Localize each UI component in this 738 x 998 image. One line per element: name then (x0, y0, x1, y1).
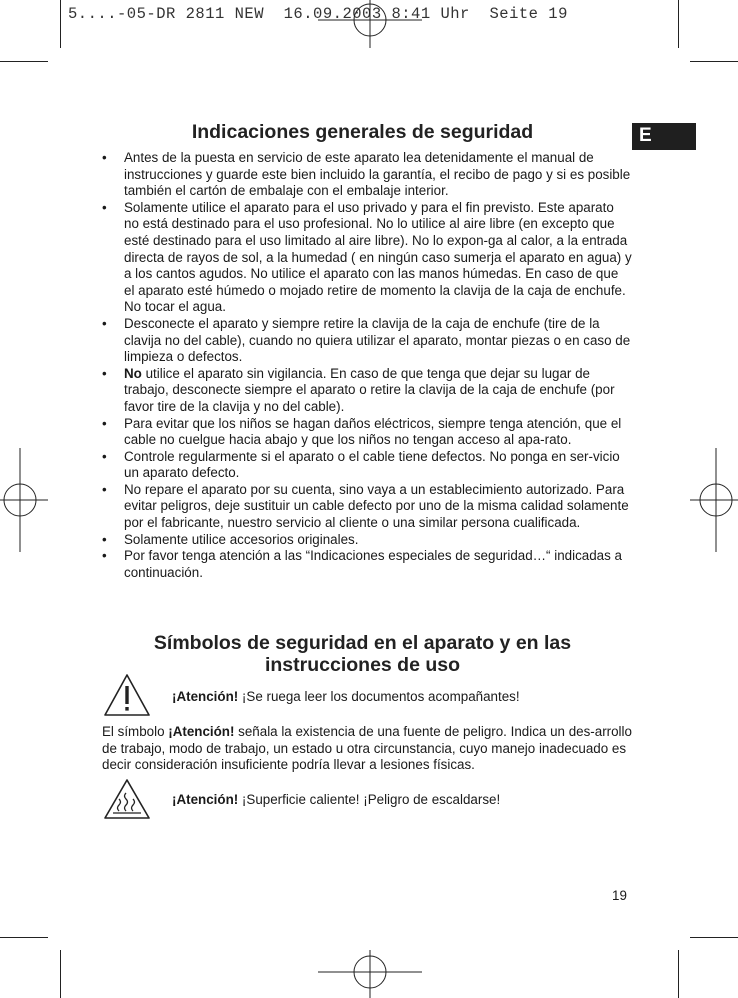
bullet-item: • Desconecte el aparato y siempre retire la clavija de la caja de enchufe (tire de la clavija no del cable), cuando no quiera utilizar el aparato, montar piezas o en caso de limpieza o defectos. (102, 316, 632, 366)
bullet-item: • Por favor tenga atención a las “Indicaciones especiales de seguridad…“ indicadas a continuación. (102, 548, 632, 581)
attention-symbol-explanation: El símbolo ¡Atención! señala la existencia de una fuente de peligro. Indica un des-arrollo de trabajo, modo de trabajo, un estado u otra circunstancia, cuyo manejo inadecuado es decir consideración insuficiente podría llevar a lesiones físicas. (102, 724, 632, 773)
bullet-item: • Para evitar que los niños se hagan daños eléctricos, siempre tenga atención, que el cable no cuelgue hacia abajo y que los niños no tengan acceso al apa-rato. (102, 416, 632, 449)
section-title-safety-symbols (90, 632, 635, 676)
crop-mark-bottom-left-vertical (60, 950, 61, 998)
section-title-general-safety: Indicaciones generales de seguridad (191, 121, 534, 143)
crop-mark-top-right-horizontal (690, 61, 738, 62)
bullet-item: • No utilice el aparato sin vigilancia. En caso de que tenga que dejar su lugar de trabajo, desconecte siempre el aparato o retire la clavija de la caja de enchufe (por favor tire de la clavija y no del cable). (102, 366, 632, 416)
crop-mark-bottom-right-vertical (678, 950, 679, 998)
crop-mark-bottom-right-horizontal (690, 937, 738, 938)
crop-mark-bottom-left-horizontal (0, 937, 48, 938)
registration-mark-right-icon (690, 448, 738, 552)
section-title-line-2: instrucciones de uso (264, 654, 461, 676)
hot-surface-icon (102, 778, 152, 820)
bullet-item: • Solamente utilice el aparato para el uso privado y para el fin previsto. Este aparato no está destinado para el uso profesional. No lo utilice al aire libre (en excepto que esté destinado para el uso limitado al aire libre). No lo expon-ga al calor, a la entrada directa de rayos de sol, a la humedad ( en ningún caso sumerja el aparato en agua) y a los cantos agudos. No utilice el aparato con las manos húmedas. En caso de que el aparato esté húmedo o mojado retire de momento la clavija de la caja de enchufe. No tocar el agua. (102, 200, 632, 316)
warning-read-documents: ¡Atención! ¡Se ruega leer los documentos acompañantes! (172, 689, 520, 704)
print-header: 5....-05-DR 2811 NEW 16.09.2003 8:41 Uhr Seite 19 (68, 5, 568, 23)
bullet-item: • No repare el aparato por su cuenta, sino vaya a un establecimiento autorizado. Para evitar peligros, deje sustituir un cable defecto por uno de la misma calidad solamente por el fabricante, nuestro servicio al cliente o una similar persona cualificada. (102, 482, 632, 532)
crop-mark-top-left-vertical (60, 0, 61, 48)
warning-hot-surface: ¡Atención! ¡Superficie caliente! ¡Peligro de escaldarse! (172, 792, 501, 807)
crop-mark-top-left-horizontal (0, 61, 48, 62)
crop-mark-top-right-vertical (678, 0, 679, 48)
section-title-line-1: Símbolos de seguridad en el aparato y en las (153, 632, 572, 654)
language-tab (632, 123, 696, 150)
page-number: 19 (612, 888, 627, 903)
registration-mark-left-icon (0, 448, 48, 552)
bullet-item: • Controle regularmente si el aparato o el cable tiene defectos. No ponga en ser-vicio un aparato defecto. (102, 449, 632, 482)
registration-mark-bottom-icon (318, 950, 422, 998)
bullet-item: • Antes de la puesta en servicio de este aparato lea detenidamente el manual de instrucciones y guarde este bien incluido la garantía, el recibo de pago y si es posible también el cartón de embalaje con el embalaje interior. (102, 150, 632, 200)
safety-bullet-list (102, 150, 632, 581)
bullet-item: • Solamente utilice accesorios originales. (102, 532, 632, 549)
warning-triangle-icon (102, 672, 152, 718)
registration-mark-top-icon (318, 0, 422, 48)
language-tab-label: E (639, 125, 652, 146)
